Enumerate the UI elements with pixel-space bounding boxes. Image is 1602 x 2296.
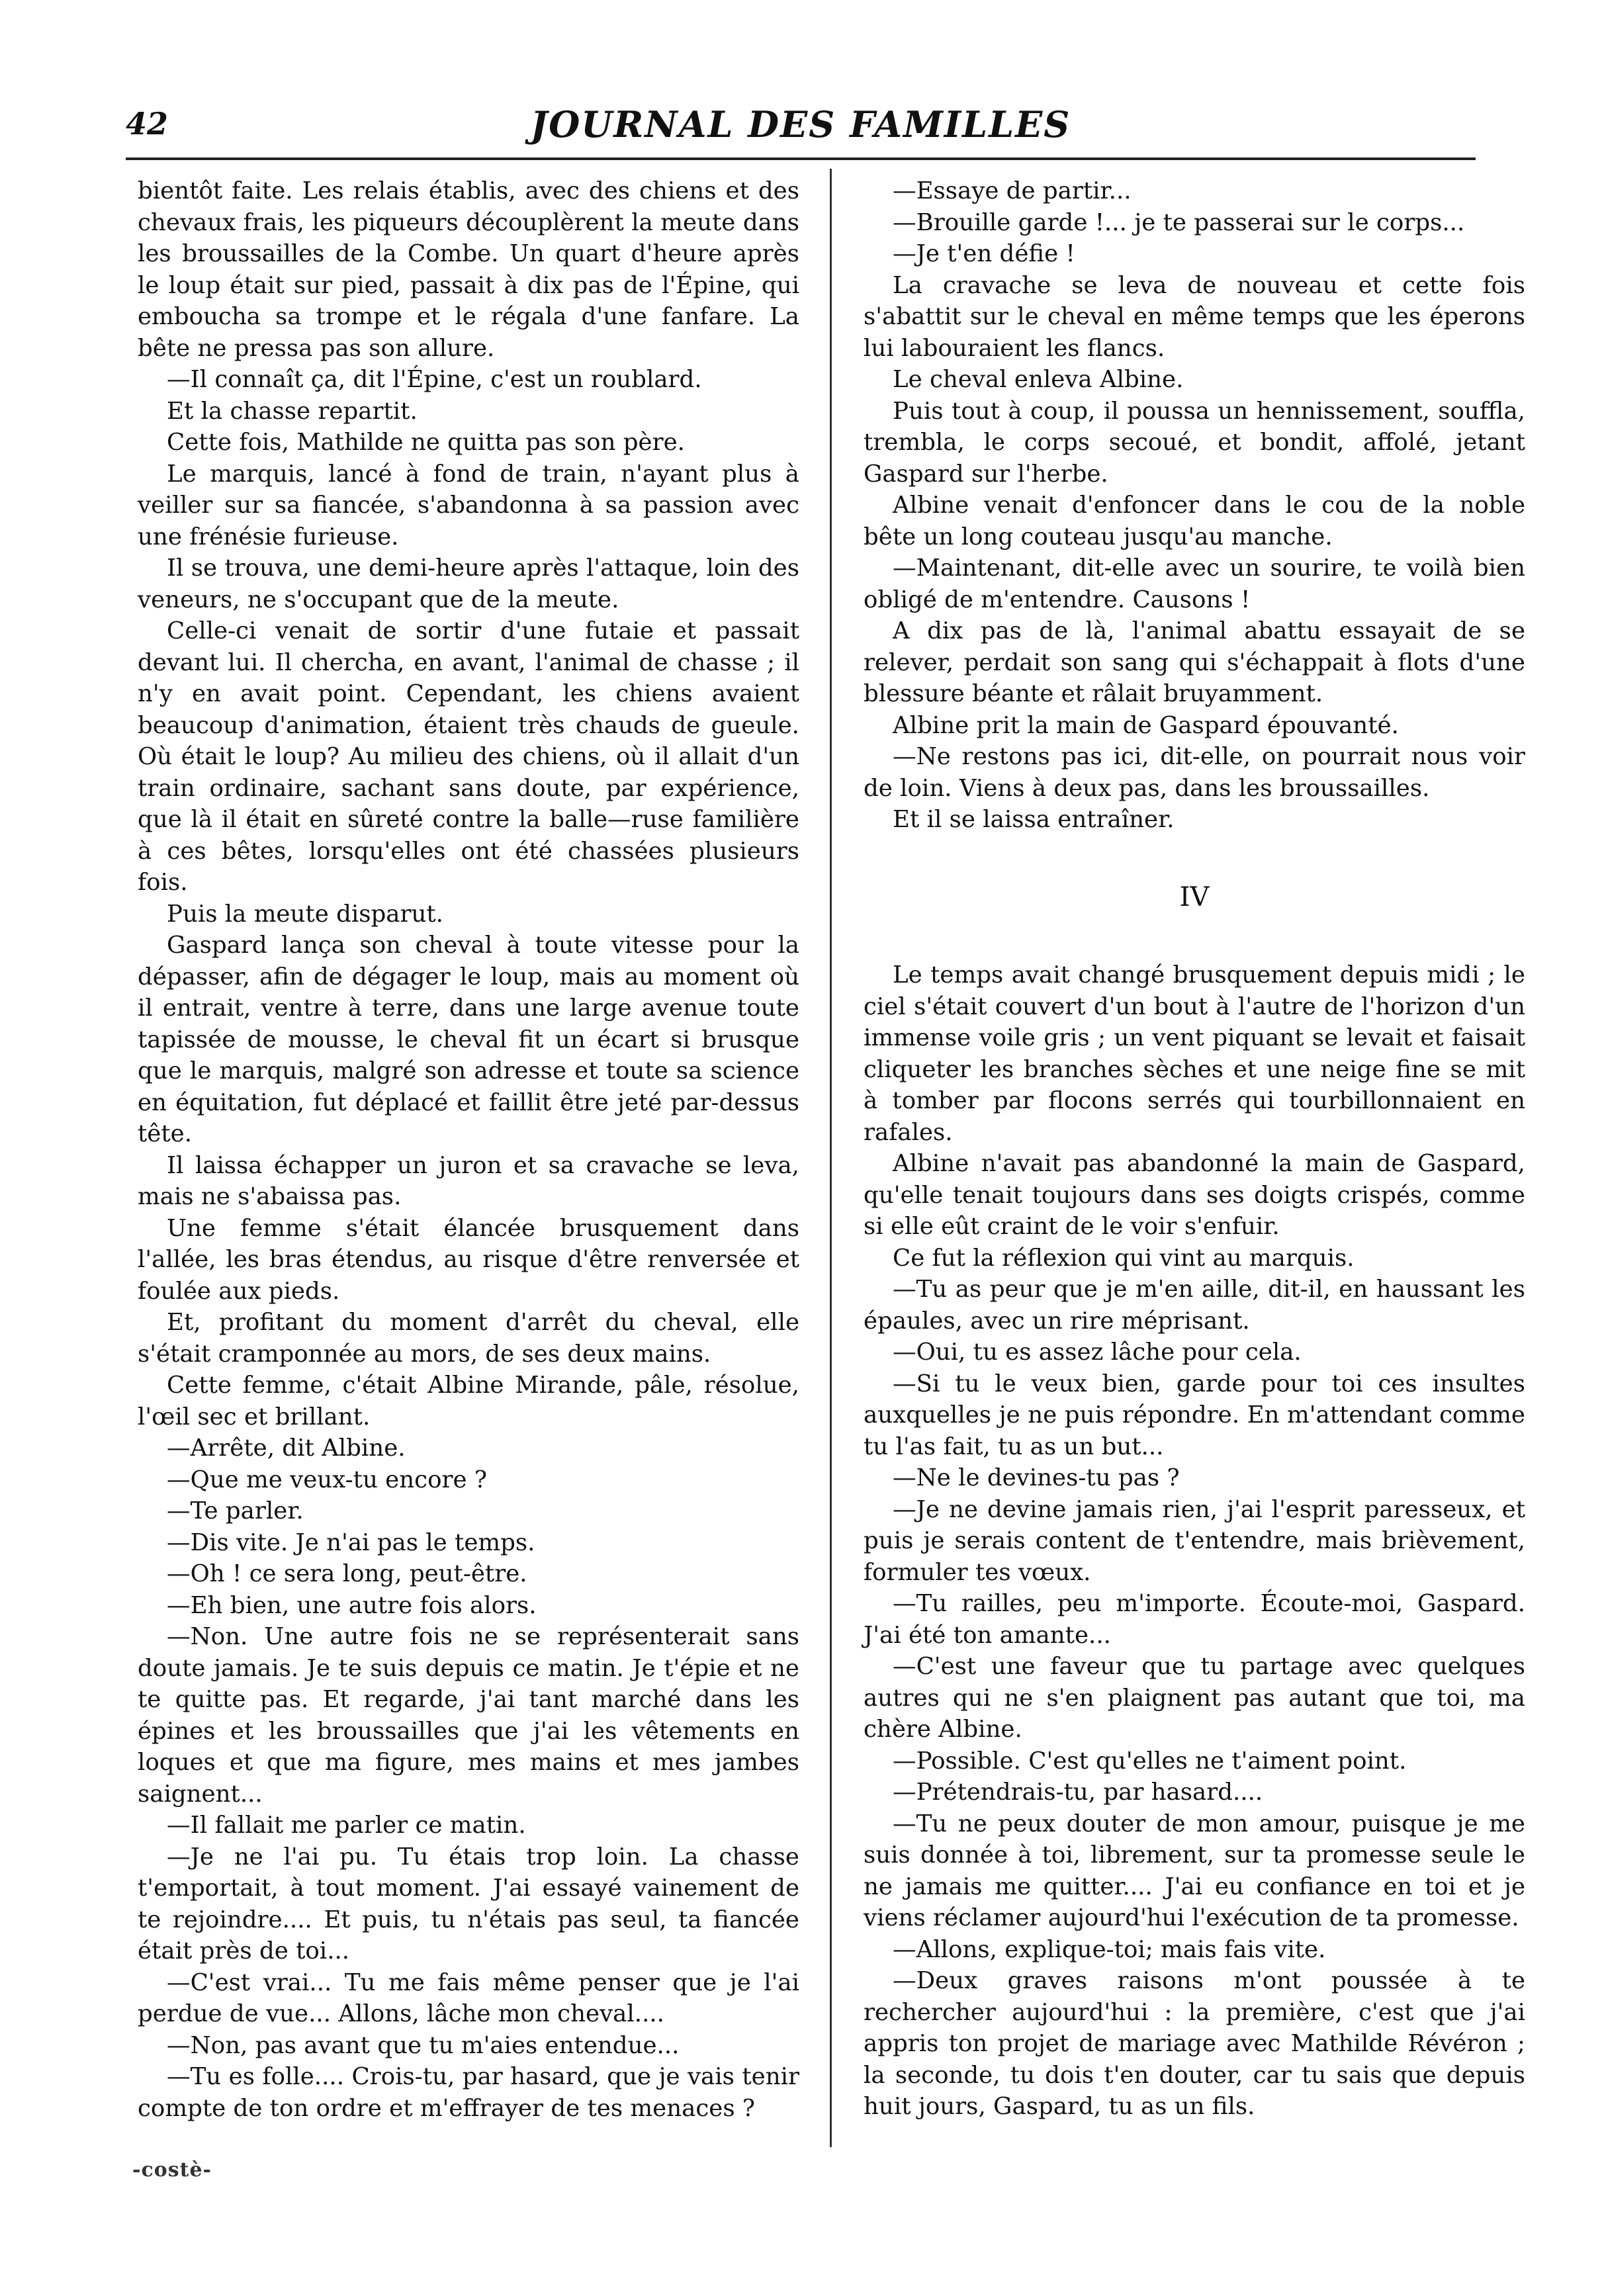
paragraph: —Oh ! ce sera long, peut-être. bbox=[167, 1560, 527, 1587]
paragraph: —Prétendrais-tu, par hasard.... bbox=[893, 1779, 1263, 1806]
right-column-top bbox=[864, 175, 1525, 836]
paragraph: Cette fois, Mathilde ne quitta pas son père. bbox=[167, 429, 685, 456]
paragraph: Le cheval enleva Albine. bbox=[893, 366, 1184, 393]
paragraph: —Il connaît ça, dit l'Épine, c'est un roublard. bbox=[167, 366, 702, 393]
paragraph: —C'est vrai... Tu me fais même penser que je l'ai perdue de vue... Allons, lâche mon cheval.... bbox=[138, 1968, 799, 2027]
page-header bbox=[126, 99, 1476, 159]
paragraph: Il laissa échapper un juron et sa cravache se leva, mais ne s'abaissa pas. bbox=[138, 1151, 799, 1210]
paragraph: —Allons, explique-toi; mais fais vite. bbox=[893, 1935, 1326, 1963]
paragraph: —Deux graves raisons m'ont poussée à te rechercher aujourd'hui : la première, c'est que j'ai appris ton projet de mariage avec Mathilde Révéron ; la seconde, tu dois t'en douter, car tu sais que depuis huit jours, Gaspard, tu as un fils. bbox=[864, 1967, 1525, 2120]
paragraph: —Maintenant, dit-elle avec un sourire, te voilà bien obligé de m'entendre. Causons ! bbox=[864, 554, 1525, 613]
paragraph: —Je ne devine jamais rien, j'ai l'esprit paresseux, et puis je serais content de t'entendre, mais brièvement, formuler tes vœux. bbox=[864, 1495, 1525, 1586]
paragraph: —Que me veux-tu encore ? bbox=[167, 1466, 487, 1493]
paragraph: —Tu es folle.... Crois-tu, par hasard, que je vais tenir compte de ton ordre et m'effrayer de tes menaces ? bbox=[138, 2063, 799, 2122]
paragraph: Albine venait d'enfoncer dans le cou de la noble bête un long couteau jusqu'au manche. bbox=[864, 492, 1525, 551]
paragraph: A dix pas de là, l'animal abattu essayait de se relever, perdait son sang qui s'échappait à flots d'une blessure béante et râlait bruyamment. bbox=[864, 617, 1525, 707]
paragraph: —Je ne l'ai pu. Tu étais trop loin. La chasse t'emportait, à tout moment. J'ai essayé vainement de te rejoindre.... Et puis, tu n'étais pas seul, ta fiancée était près de toi... bbox=[138, 1843, 799, 1965]
paragraph: —Je t'en défie ! bbox=[893, 240, 1075, 267]
paragraph: —C'est une faveur que tu partage avec quelques autres qui ne s'en plaignent pas autant que toi, ma chère Albine. bbox=[864, 1653, 1525, 1743]
right-column bbox=[864, 175, 1525, 2123]
paragraph: —Oui, tu es assez lâche pour cela. bbox=[893, 1339, 1302, 1366]
header-rule bbox=[126, 157, 1476, 160]
paragraph: Albine n'avait pas abandonné la main de Gaspard, qu'elle tenait toujours dans ses doigts crispés, comme si elle eût craint de le voir s'enfuir. bbox=[864, 1150, 1525, 1240]
paragraph: Cette femme, c'était Albine Mirande, pâle, résolue, l'œil sec et brillant. bbox=[138, 1372, 799, 1431]
paragraph: —Tu as peur que je m'en aille, dit-il, en haussant les épaules, avec un rire méprisant. bbox=[864, 1276, 1525, 1335]
left-column bbox=[138, 175, 799, 2124]
paragraph: Ce fut la réflexion qui vint au marquis. bbox=[893, 1244, 1355, 1272]
running-title: JOURNAL DES FAMILLES bbox=[530, 103, 1071, 146]
paragraph: Puis tout à coup, il poussa un hennissement, souffla, trembla, le corps secoué, et bondit, affolé, jetant Gaspard sur l'herbe. bbox=[864, 397, 1525, 488]
paragraph: Albine prit la main de Gaspard épouvanté. bbox=[893, 711, 1399, 739]
paragraph: —Si tu le veux bien, garde pour toi ces insultes auxquelles je ne puis répondre. En m'attendant comme tu l'as fait, tu as un but... bbox=[864, 1370, 1525, 1460]
paragraph: Il se trouva, une demi-heure après l'attaque, loin des veneurs, ne s'occupant que de la meute. bbox=[138, 554, 799, 613]
paragraph: —Il fallait me parler ce matin. bbox=[167, 1812, 526, 1839]
paragraph: Puis la meute disparut. bbox=[167, 900, 443, 928]
paragraph: Une femme s'était élancée brusquement dans l'allée, les bras étendus, au risque d'être renversée et foulée aux pieds. bbox=[138, 1214, 799, 1305]
paragraph: —Possible. C'est qu'elles ne t'aiment point. bbox=[893, 1747, 1407, 1775]
paragraph: Celle-ci venait de sortir d'une futaie et passait devant lui. Il chercha, en avant, l'animal de chasse ; il n'y en avait point. Cependant, les chiens avaient beaucoup d'animation, étaient très chauds de gueule. Où était le loup? Au milieu des chiens, où il allait d'un train ordinaire, sachant sans doute, par expérience, que là il était en sûreté contre la balle—ruse familière à ces bêtes, lorsqu'elles ont été chassées plusieurs fois. bbox=[138, 617, 799, 896]
paragraph: —Dis vite. Je n'ai pas le temps. bbox=[167, 1528, 535, 1556]
paragraph: —Eh bien, une autre fois alors. bbox=[167, 1591, 537, 1619]
page-number: 42 bbox=[126, 106, 169, 142]
paragraph: —Ne le devines-tu pas ? bbox=[893, 1464, 1180, 1491]
paragraph: —Tu ne peux douter de mon amour, puisque je me suis donnée à toi, librement, sur ta promesse seule le ne jamais me quitter.... J'ai eu confiance en toi et je viens réclamer aujourd'hui l'exécution de ta promesse. bbox=[864, 1810, 1525, 1931]
paragraph: Le marquis, lancé à fond de train, n'ayant plus à veiller sur sa fiancée, s'abandonna à sa passion avec une frénésie furieuse. bbox=[138, 460, 799, 551]
paragraph: Et, profitant du moment d'arrêt du cheval, elle s'était cramponnée au mors, de ses deux mains. bbox=[138, 1309, 799, 1368]
paragraph: —Essaye de partir... bbox=[893, 177, 1132, 204]
paragraph: —Te parler. bbox=[167, 1497, 304, 1524]
footer-mark: -costè- bbox=[132, 2158, 212, 2182]
paragraph: La cravache se leva de nouveau et cette fois s'abattit sur le cheval en même temps que les éperons lui labouraient les flancs. bbox=[864, 271, 1525, 362]
paragraph: —Brouille garde !... je te passerai sur le corps... bbox=[893, 208, 1465, 236]
paragraph: Et il se laissa entraîner. bbox=[893, 806, 1175, 833]
right-column-bottom bbox=[864, 959, 1525, 2123]
paragraph: —Ne restons pas ici, dit-elle, on pourrait nous voir de loin. Viens à deux pas, dans les broussailles. bbox=[864, 743, 1525, 802]
section-number: IV bbox=[1179, 881, 1210, 912]
paragraph: Le temps avait changé brusquement depuis midi ; le ciel s'était couvert d'un bout à l'autre de l'horizon d'un immense voile gris ; un vent piquant se levait et faisait cliqueter les branches sèches et une neige fine se mit à tomber par flocons serrés qui tourbillonnaient en rafales. bbox=[864, 961, 1525, 1146]
paragraph: Et la chasse repartit. bbox=[167, 397, 418, 425]
paragraph: Gaspard lança son cheval à toute vitesse pour la dépasser, afin de dégager le loup, mais au moment où il entrait, ventre à terre, dans une large avenue toute tapissée de mousse, le cheval fit un écart si brusque que le marquis, malgré son adresse et toute sa science en équitation, fut déplacé et faillit être jeté par-dessus tête. bbox=[138, 932, 799, 1147]
paragraph: —Non, pas avant que tu m'aies entendue... bbox=[167, 2031, 680, 2059]
paragraph: —Tu railles, peu m'importe. Écoute-moi, Gaspard. J'ai été ton amante... bbox=[864, 1590, 1525, 1649]
paragraph: —Non. Une autre fois ne se représenterait sans doute jamais. Je te suis depuis ce matin. Je t'épie et ne te quitte pas. Et regarde, j'ai tant marché dans les épines et les broussailles que j'ai les vêtements en loques et que ma figure, mes mains et mes jambes saignent... bbox=[138, 1623, 799, 1808]
paragraph: bientôt faite. Les relais établis, avec des chiens et des chevaux frais, les piqueurs découplèrent la meute dans les broussailles de la Combe. Un quart d'heure après le loup était sur pied, passait à dix pas de l'Épine, qui emboucha sa trompe et le régala d'une fanfare. La bête ne pressa pas son allure. bbox=[138, 177, 799, 362]
paragraph: —Arrête, dit Albine. bbox=[167, 1435, 406, 1462]
column-divider bbox=[830, 169, 832, 2147]
